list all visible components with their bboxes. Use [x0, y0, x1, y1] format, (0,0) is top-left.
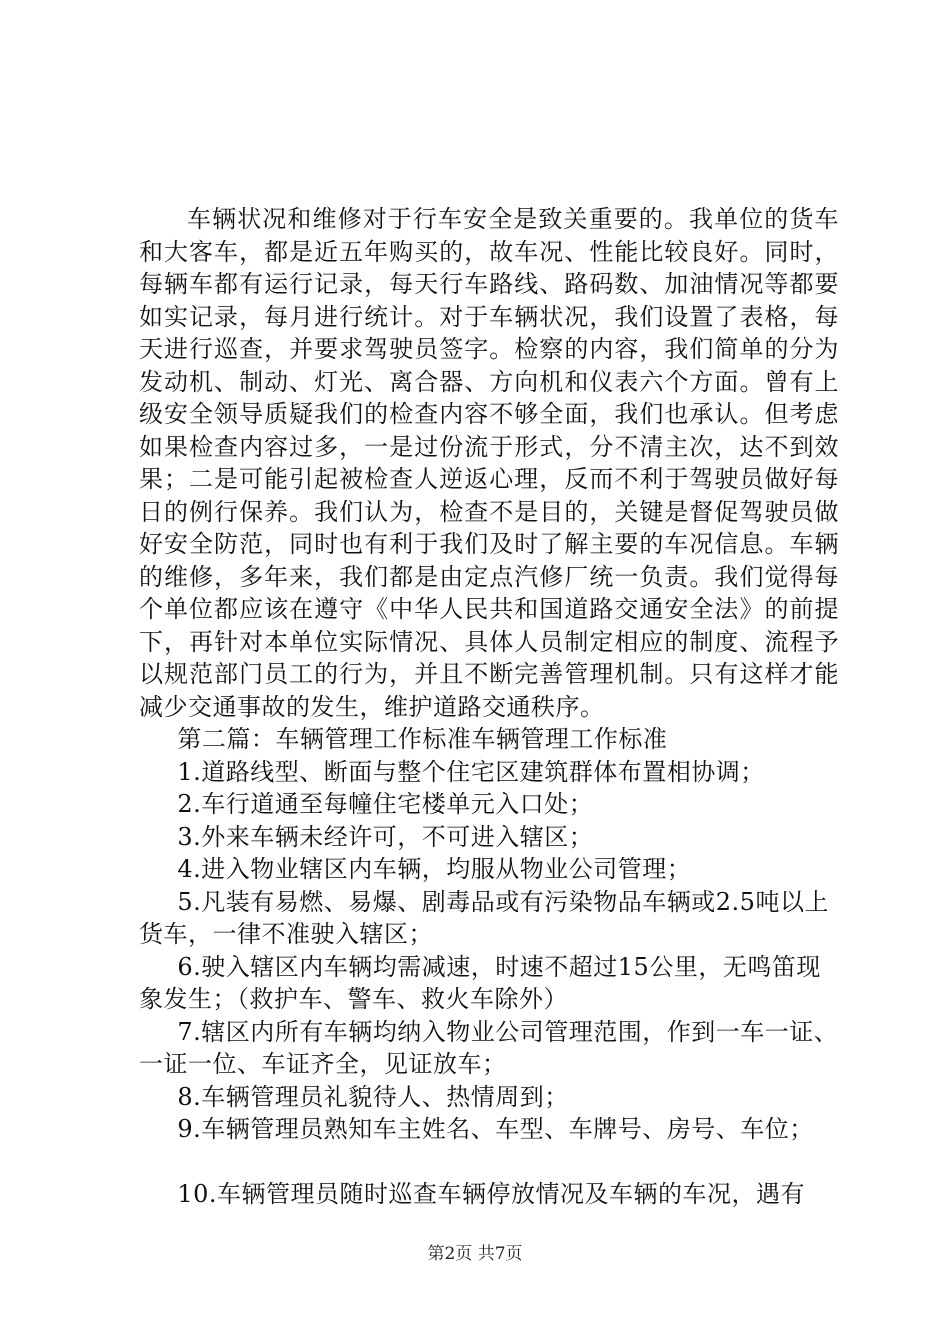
list-item-9: 9.车辆管理员熟知车主姓名、车型、车牌号、房号、车位；	[177, 1115, 814, 1143]
list-item-8: 8.车辆管理员礼貌待人、热情周到；	[177, 1082, 569, 1111]
list-item-2: 2.车行道通至每幢住宅楼单元入口处；	[177, 790, 594, 818]
page-footer: 第2页 共7页	[427, 1244, 523, 1264]
list-item-5: 5.凡装有易燃、易爆、剧毒品或有污染物品车辆或2.5吨以上货车，一律不准驶入辖区；	[139, 887, 829, 948]
list-item-7: 7.辖区内所有车辆均纳入物业公司管理范围，作到一车一证、一证一位、车证齐全，见证放车；	[139, 1017, 839, 1078]
list-item-4: 4.进入物业辖区内车辆，均服从物业公司管理；	[177, 855, 692, 883]
document-body	[139, 203, 839, 1210]
list-item-1: 1.道路线型、断面与整个住宅区建筑群体布置相协调；	[177, 757, 765, 786]
intro-paragraph: 车辆状况和维修对于行车安全是致关重要的。我单位的货车和大客车，都是近五年购买的，故车况、性能比较良好。同时，每辆车都有运行记录，每天行车路线、路码数、加油情况等都要如实记录，每月进行统计。对于车辆状况，我们设置了表格，每天进行巡查，并要求驾驶员签字。检察的内容，我们简单的分为发动机、制动、灯光、离合器、方向机和仪表六个方面。曾有上级安全领导质疑我们的检查内容不够全面，我们也承认。但考虑如果检查内容过多，一是过份流于形式，分不清主次，达不到效果；二是可能引起被检查人逆返心理，反而不利于驾驶员做好每日的例行保养。我们认为，检查不是目的，关键是督促驾驶员做好安全防范，同时也有利于我们及时了解主要的车况信息。车辆的维修，多年来，我们都是由定点汽修厂统一负责。我们觉得每个单位都应该在遵守《中华人民共和国道路交通安全法》的前提下，再针对本单位实际情况、具体人员制定相应的制度、流程予以规范部门员工的行为，并且不断完善管理机制。只有这样才能减少交通事故的发生，维护道路交通秩序。	[139, 205, 839, 721]
list-item-10: 10.车辆管理员随时巡查车辆停放情况及车辆的车况，遇有	[177, 1179, 806, 1208]
section-heading: 第二篇：车辆管理工作标准车辆管理工作标准	[177, 725, 668, 753]
list-item-6: 6.驶入辖区内车辆均需减速，时速不超过15公里，无鸣笛现象发生；（救护车、警车、救火车除外）	[139, 952, 821, 1013]
list-item-3: 3.外来车辆未经许可，不可进入辖区；	[177, 822, 594, 851]
